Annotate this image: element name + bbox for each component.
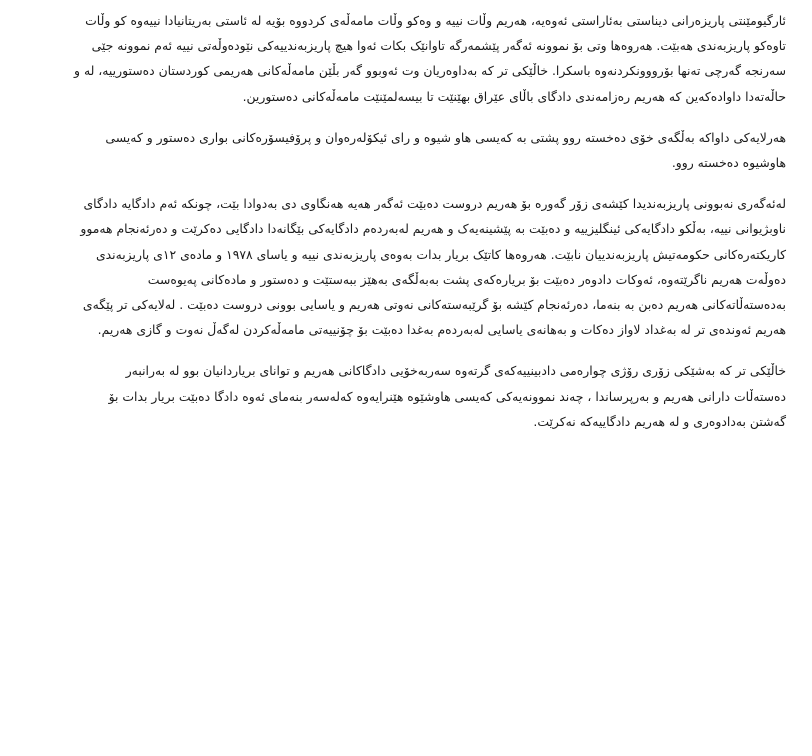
paragraph-3: لەئەگەری نەبوونی پاریزبەندیدا کێشەی زۆر گەورە بۆ هەریم دروست دەبێت ئەگەر هەیە هەنگاوی دی بەدوادا بێت، چونکە ئەم دادگایە دادگای ناوبژیوانی نییە، بەڵکو دادگایەکی ئینگلیزییە و دەبێت بە پێشینەیەک و هەریم لەبەردەم دادگایەکی بێگانەدا دادگایی دەکرێت و دەرئەنجام هەموو کاریکتەرەکانی حکومەتیش پاریزبەندییان نابێت. هەروەها کاتێک بریار بدات بەوەی پاریزبەندی نییە و یاسای ١٩٧٨ و مادەی ١٢ی پاریزبەندی دەوڵەت هەریم ناگرێتەوە، ئەوکات دادوەر دەبێت بۆ بریارەکەی پشت بەبەڵگەی بەهێز ببەستێت و دەستور و مادەکانی پەیوەست بەدەستەڵاتەکانی هەریم دەبن بە بنەما، دەرئەنجام کێشە بۆ گرێبەستەکانی نەوتی هەریم و یاسایی بوونی دروست دەبێت . لەلایەکی تر پێگەی هەریم ئەوندەی تر لە بەغداد لاواز دەکات و بەهانەی یاسایی لەبەردەم بەغدا دەبێت بۆ چۆنییەتی مامەڵەکردن لەگەڵ نەوت و گازی هەریم.	[80, 196, 786, 338]
paragraph-2: هەرلایەکی داواکە بەڵگەی خۆی دەخستە روو پشتی بە کەیسی هاو شیوە و رای ئیکۆلەرەوان و پرۆفیسۆرەکانی بواری دەستور و کەیسی هاوشیوە دەخستە روو.	[105, 129, 786, 171]
paragraph-1: ئارگیومێنتی پاریزەرانی دیناستی بەئاراستی ئەوەیە، هەریم وڵات نییە و وەکو وڵات مامەڵەی کردووە بۆیە لە ئاستی بەریتانیادا نییەوە کو وڵات تاوەکو پاریزبەندی هەبێت. هەروەها وتی بۆ نموونە ئەگەر پێشمەرگە تاوانێک بکات ئەوا هیچ پاریزبەندییەکی نێودەوڵەتی نییە ئەم نموونە جێی سەرنجە گەرچی تەنها بۆرووونکردنەوە باسکرا. خاڵێکی تر کە بەداوەریان وت ئەوبوو گەر بڵێن مامەڵەکانی هەریمی کوردستان دەستورییە، لە و حاڵەتەدا داوادەکەین کە هەریم رەزامەندی دادگای باڵای عێراق بهێنێت تا بیسەلمێنێت مامەڵەکانی دەستورین.	[74, 13, 786, 104]
paragraph-4: خاڵێکی تر کە بەشێکی زۆری رۆژی چوارەمی دادبینییەکەی گرتەوە سەربەخۆیی دادگاکانی هەریم و توانای بریاردانیان بوو لە بەرانبەر دەستەڵات دارانی هەریم و بەرپرساندا ، چەند نموونەیەکی کەیسی هاوشێوە هێنرایەوە کەلەسەر بنەمای ئەوە دادگا دەبێت بریار بدات بۆ گەشتن بەدادوەری و لە هەریم دادگاییەکە نەکرێت.	[108, 363, 786, 429]
